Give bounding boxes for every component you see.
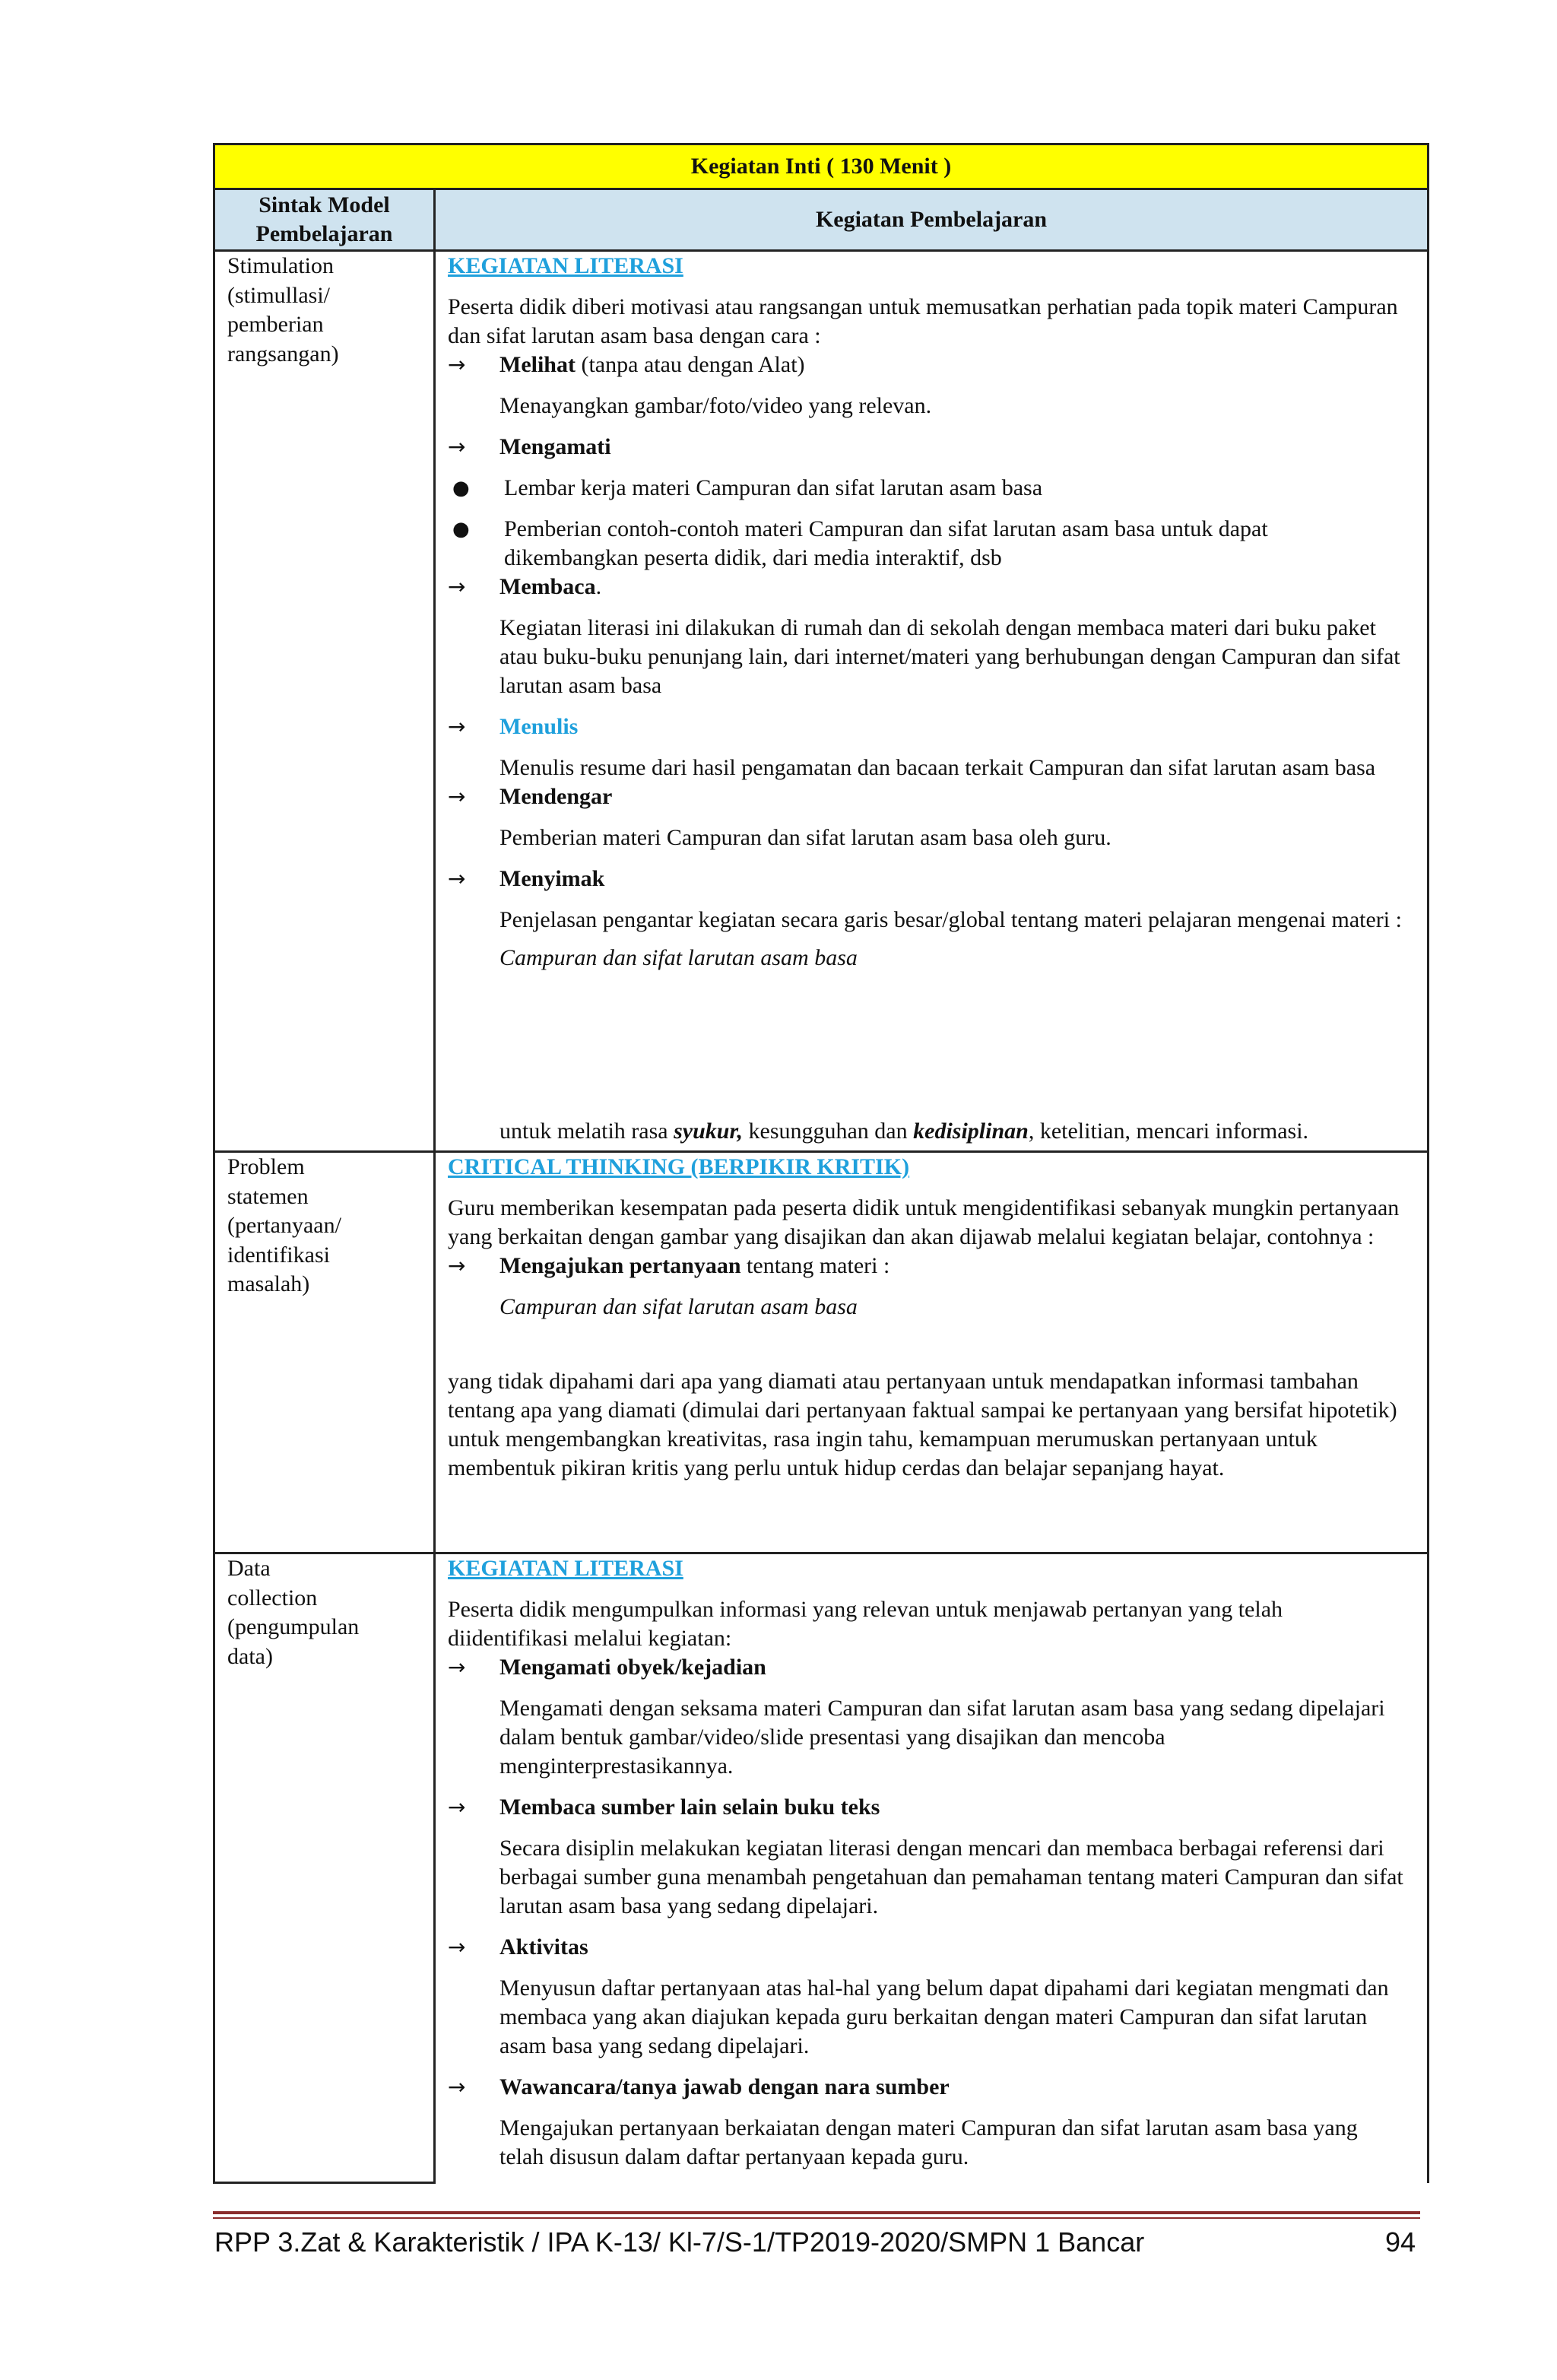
syntax-line: Problem (227, 1154, 305, 1179)
list-item-aktivitas (448, 1933, 1404, 1962)
syntax-line: (pertanyaan/ (227, 1213, 341, 1238)
syntax-column-header (214, 189, 435, 251)
syntax-header-line-2: Pembelajaran (255, 221, 393, 246)
item-label: Membaca sumber lain selain buku teks (499, 1795, 880, 1820)
item-description: Secara disiplin melakukan kegiatan literasi dengan mencari dan membaca berbagai referensi dari berbagai sumber guna menambah pengetahuan dan pemahaman tentang materi Campuran dan sifat larutan asam basa yang sedang dipelajari. (499, 1836, 1403, 1918)
activity-cell-problem-statement (435, 1152, 1429, 1553)
item-label-suffix: . (595, 574, 602, 599)
syntax-line: (pengumpulan (227, 1614, 360, 1639)
item-description: Menulis resume dari hasil pengamatan dan bacaan terkait Campuran dan sifat larutan asam basa (499, 755, 1376, 780)
footer-document-info: RPP 3.Zat & Karakteristik / IPA K-13/ Kl-7/S-1/TP2019-2020/SMPN 1 Bancar (214, 2226, 1145, 2258)
syntax-cell-data-collection (214, 1553, 435, 2183)
list-item-wawancara (448, 2073, 1404, 2102)
item-label: Menyimak (499, 866, 605, 891)
list-item-membaca (448, 573, 1404, 601)
arrow-right-icon: → (448, 352, 466, 377)
arrow-right-icon: → (448, 714, 466, 739)
arrow-right-icon: → (448, 2074, 466, 2099)
item-label: Menulis (499, 714, 579, 739)
item-label: Mengajukan pertanyaan (499, 1253, 741, 1278)
topic-text: Campuran dan sifat larutan asam basa (499, 945, 858, 970)
footer-divider (213, 2211, 1420, 2214)
activity-cell-stimulation (435, 251, 1429, 1152)
topic-text: Campuran dan sifat larutan asam basa (499, 1294, 858, 1319)
table-main-header: Kegiatan Inti ( 130 Menit ) (214, 144, 1429, 189)
syntax-cell-stimulation (214, 251, 435, 1152)
section-title[interactable]: KEGIATAN LITERASI (448, 253, 683, 278)
closing-text: untuk melatih rasa syukur, kesungguhan dan kedisiplinan, ketelitian, mencari informasi. (499, 1119, 1309, 1144)
activity-cell-data-collection (435, 1553, 1429, 2183)
syntax-line: (stimullasi/ (227, 282, 330, 308)
bullet-item (448, 515, 1404, 573)
syntax-line: pemberian (227, 312, 324, 337)
intro-text: Guru memberikan kesempatan pada peserta didik untuk mengidentifikasi sebanyak mungkin pertanyaan yang berkaitan dengan gambar yang disajikan dan akan dijawab melalui kegiatan belajar, contohnya : (448, 1195, 1400, 1249)
list-item-menyimak (448, 865, 1404, 893)
table-row (214, 1152, 1429, 1553)
arrow-right-icon: → (448, 1934, 466, 1960)
list-item-mendengar (448, 782, 1404, 811)
arrow-right-icon: → (448, 1655, 466, 1680)
intro-text: Peserta didik mengumpulkan informasi yang relevan untuk menjawab pertanyan yang telah diidentifikasi melalui kegiatan: (448, 1597, 1283, 1651)
table-row (214, 1553, 1429, 2183)
arrow-right-icon: → (448, 434, 466, 459)
list-item-mengajukan-pertanyaan (448, 1252, 1404, 1280)
item-label: Membaca (499, 574, 596, 599)
list-item-menulis (448, 712, 1404, 741)
bullet-dot-icon: ● (452, 518, 470, 541)
item-label-suffix: (tanpa atau dengan Alat) (575, 352, 805, 377)
syntax-cell-problem-statement (214, 1152, 435, 1553)
bullet-item (448, 474, 1404, 503)
intro-text: Peserta didik diberi motivasi atau rangsangan untuk memusatkan perhatian pada topik materi Campuran dan sifat larutan asam basa dengan cara : (448, 294, 1398, 348)
syntax-line: Data (227, 1556, 271, 1581)
arrow-right-icon: → (448, 574, 466, 599)
item-description: Menayangkan gambar/foto/video yang relevan. (499, 393, 932, 418)
item-label: Mendengar (499, 784, 613, 809)
activity-column-header: Kegiatan Pembelajaran (435, 189, 1429, 251)
footer-divider-thin (213, 2217, 1420, 2219)
item-label: Wawancara/tanya jawab dengan nara sumber (499, 2074, 950, 2099)
syntax-line: data) (227, 1643, 273, 1669)
item-description: Menyusun daftar pertanyaan atas hal-hal yang belum dapat dipahami dari kegiatan mengmati dan membaca yang akan diajukan kepada guru berkaitan dengan materi Campuran dan sifat larutan asam basa yang sedang dipelajari. (499, 1975, 1389, 2058)
syntax-line: masalah) (227, 1271, 310, 1296)
item-label: Aktivitas (499, 1934, 588, 1960)
syntax-line: statemen (227, 1183, 309, 1209)
bullet-text: Lembar kerja materi Campuran dan sifat larutan asam basa (504, 475, 1043, 500)
bullet-text: Pemberian contoh-contoh materi Campuran dan sifat larutan asam basa untuk dapat dikembangkan peserta didik, dari media interaktif, dsb (504, 516, 1268, 570)
item-description: Penjelasan pengantar kegiatan secara garis besar/global tentang materi pelajaran mengenai materi : (499, 907, 1402, 932)
item-label: Mengamati (499, 434, 611, 459)
syntax-line: rangsangan) (227, 341, 339, 367)
syntax-line: identifikasi (227, 1242, 330, 1268)
list-item-melihat (448, 351, 1404, 379)
item-label-suffix: tentang materi : (740, 1253, 890, 1278)
item-description: Kegiatan literasi ini dilakukan di rumah dan di sekolah dengan membaca materi dari buku paket atau buku-buku penunjang lain, dari internet/materi yang berhubungan dengan Campuran dan sifat larutan asam basa (499, 615, 1400, 698)
syntax-header-line-1: Sintak Model (258, 192, 390, 217)
item-label: Mengamati obyek/kejadian (499, 1655, 766, 1680)
table-row (214, 251, 1429, 1152)
lesson-activity-table (213, 143, 1429, 2184)
arrow-right-icon: → (448, 1253, 466, 1278)
item-description: Mengamati dengan seksama materi Campuran dan sifat larutan asam basa yang sedang dipelajari dalam bentuk gambar/video/slide presentasi yang disajikan dan mencoba menginterprestasikannya. (499, 1696, 1385, 1779)
closing-text: yang tidak dipahami dari apa yang diamati atau pertanyaan untuk mendapatkan informasi tambahan tentang apa yang diamati (dimulai dari pertanyaan faktual sampai ke pertanyaan yang bersifat hipotetik) untuk mengembangkan kreativitas, rasa ingin tahu, kemampuan merumuskan pertanyaan untuk membentuk pikiran kritis yang perlu untuk hidup cerdas dan belajar sepanjang hayat. (448, 1369, 1397, 1480)
arrow-right-icon: → (448, 866, 466, 891)
item-description: Pemberian materi Campuran dan sifat larutan asam basa oleh guru. (499, 825, 1111, 850)
bullet-dot-icon: ● (452, 477, 470, 500)
arrow-right-icon: → (448, 1795, 466, 1820)
item-label: Melihat (499, 352, 576, 377)
list-item-mengamati-obyek (448, 1653, 1404, 1682)
page-number: 94 (1385, 2226, 1416, 2258)
section-title[interactable]: CRITICAL THINKING (BERPIKIR KRITIK) (448, 1154, 910, 1179)
syntax-line: Stimulation (227, 253, 335, 278)
item-description: Mengajukan pertanyaan berkaiatan dengan materi Campuran dan sifat larutan asam basa yang telah disusun dalam daftar pertanyaan kepada guru. (499, 2115, 1358, 2169)
syntax-line: collection (227, 1585, 318, 1610)
arrow-right-icon: → (448, 784, 466, 809)
section-title[interactable]: KEGIATAN LITERASI (448, 1556, 683, 1581)
list-item-mengamati (448, 433, 1404, 462)
list-item-membaca-sumber (448, 1793, 1404, 1822)
